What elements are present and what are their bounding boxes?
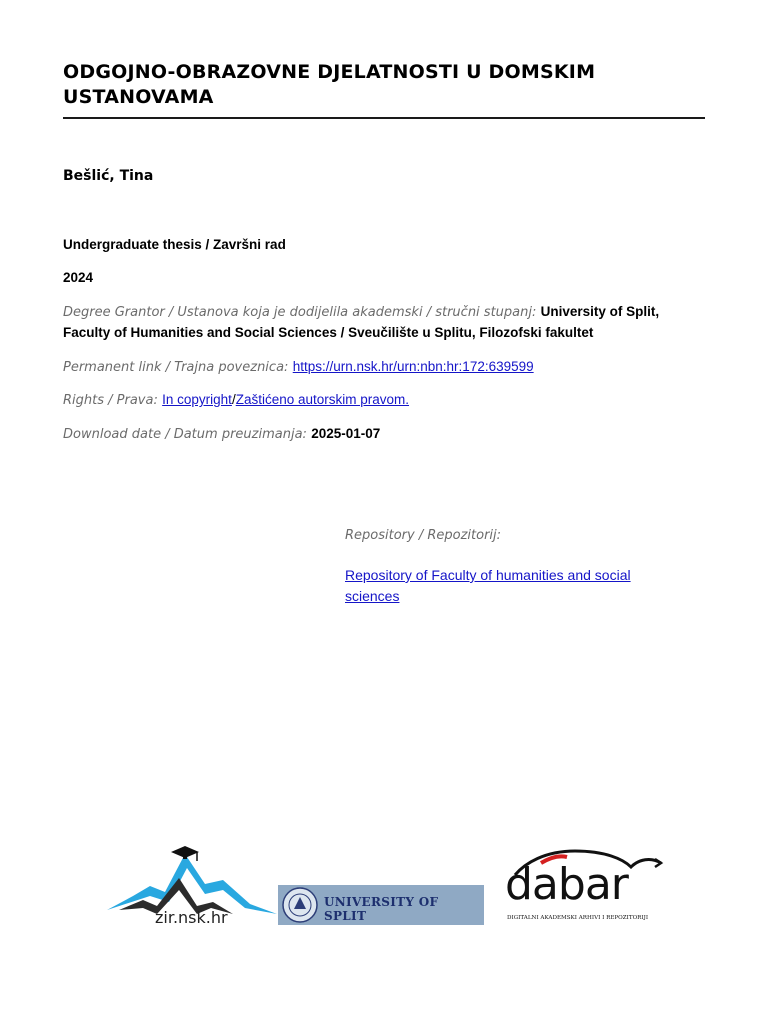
zir-logo-text: zir.nsk.hr bbox=[155, 908, 228, 927]
permanent-link-row bbox=[63, 357, 703, 378]
dabar-wordmark: dabar bbox=[505, 859, 628, 910]
repository-link-wrap bbox=[345, 565, 675, 607]
author-name: Bešlić, Tina bbox=[63, 168, 154, 184]
university-of-split-text: UNIVERSITY OF SPLIT bbox=[324, 895, 439, 923]
degree-grantor-value: University of Split, Faculty of Humanities and Social Sciences / Sveučilište u Splitu, Filozofski fakultet bbox=[63, 304, 660, 340]
rights-separator: / bbox=[231, 392, 236, 407]
university-seal-icon bbox=[280, 885, 320, 925]
title-divider bbox=[63, 117, 705, 119]
download-date-label: Download date / Datum preuzimanja: bbox=[63, 427, 307, 442]
document-title: ODGOJNO-OBRAZOVNE DJELATNOSTI U DOMSKIM USTANOVAMA bbox=[63, 61, 596, 108]
rights-row bbox=[63, 390, 703, 411]
publication-year: 2024 bbox=[63, 270, 94, 285]
dabar-subtitle: DIGITALNI AKADEMSKI ARHIVI I REPOZITORIJI bbox=[507, 915, 649, 921]
download-date-value: 2025-01-07 bbox=[311, 426, 381, 441]
repository-label: Repository / Repozitorij: bbox=[345, 528, 502, 543]
repository-link[interactable]: Repository of Faculty of humanities and social sciences bbox=[345, 567, 631, 604]
zir-logo[interactable] bbox=[105, 838, 280, 930]
university-of-split-logo[interactable] bbox=[278, 885, 484, 925]
permanent-link-label: Permanent link / Trajna poveznica: bbox=[63, 360, 289, 375]
download-date-row bbox=[63, 424, 703, 445]
degree-grantor-label: Degree Grantor / Ustanova koja je dodijelila akademski / stručni stupanj: bbox=[63, 305, 537, 320]
dabar-logo[interactable] bbox=[505, 845, 665, 925]
degree-grantor-row bbox=[63, 302, 703, 343]
permanent-link[interactable]: https://urn.nsk.hr/urn:nbn:hr:172:639599 bbox=[292, 359, 534, 374]
thesis-type: Undergraduate thesis / Završni rad bbox=[63, 237, 286, 252]
zasticeno-link[interactable]: Zaštićeno autorskim pravom. bbox=[235, 392, 410, 407]
in-copyright-link[interactable]: In copyright bbox=[162, 392, 232, 407]
rights-label: Rights / Prava: bbox=[63, 393, 158, 408]
